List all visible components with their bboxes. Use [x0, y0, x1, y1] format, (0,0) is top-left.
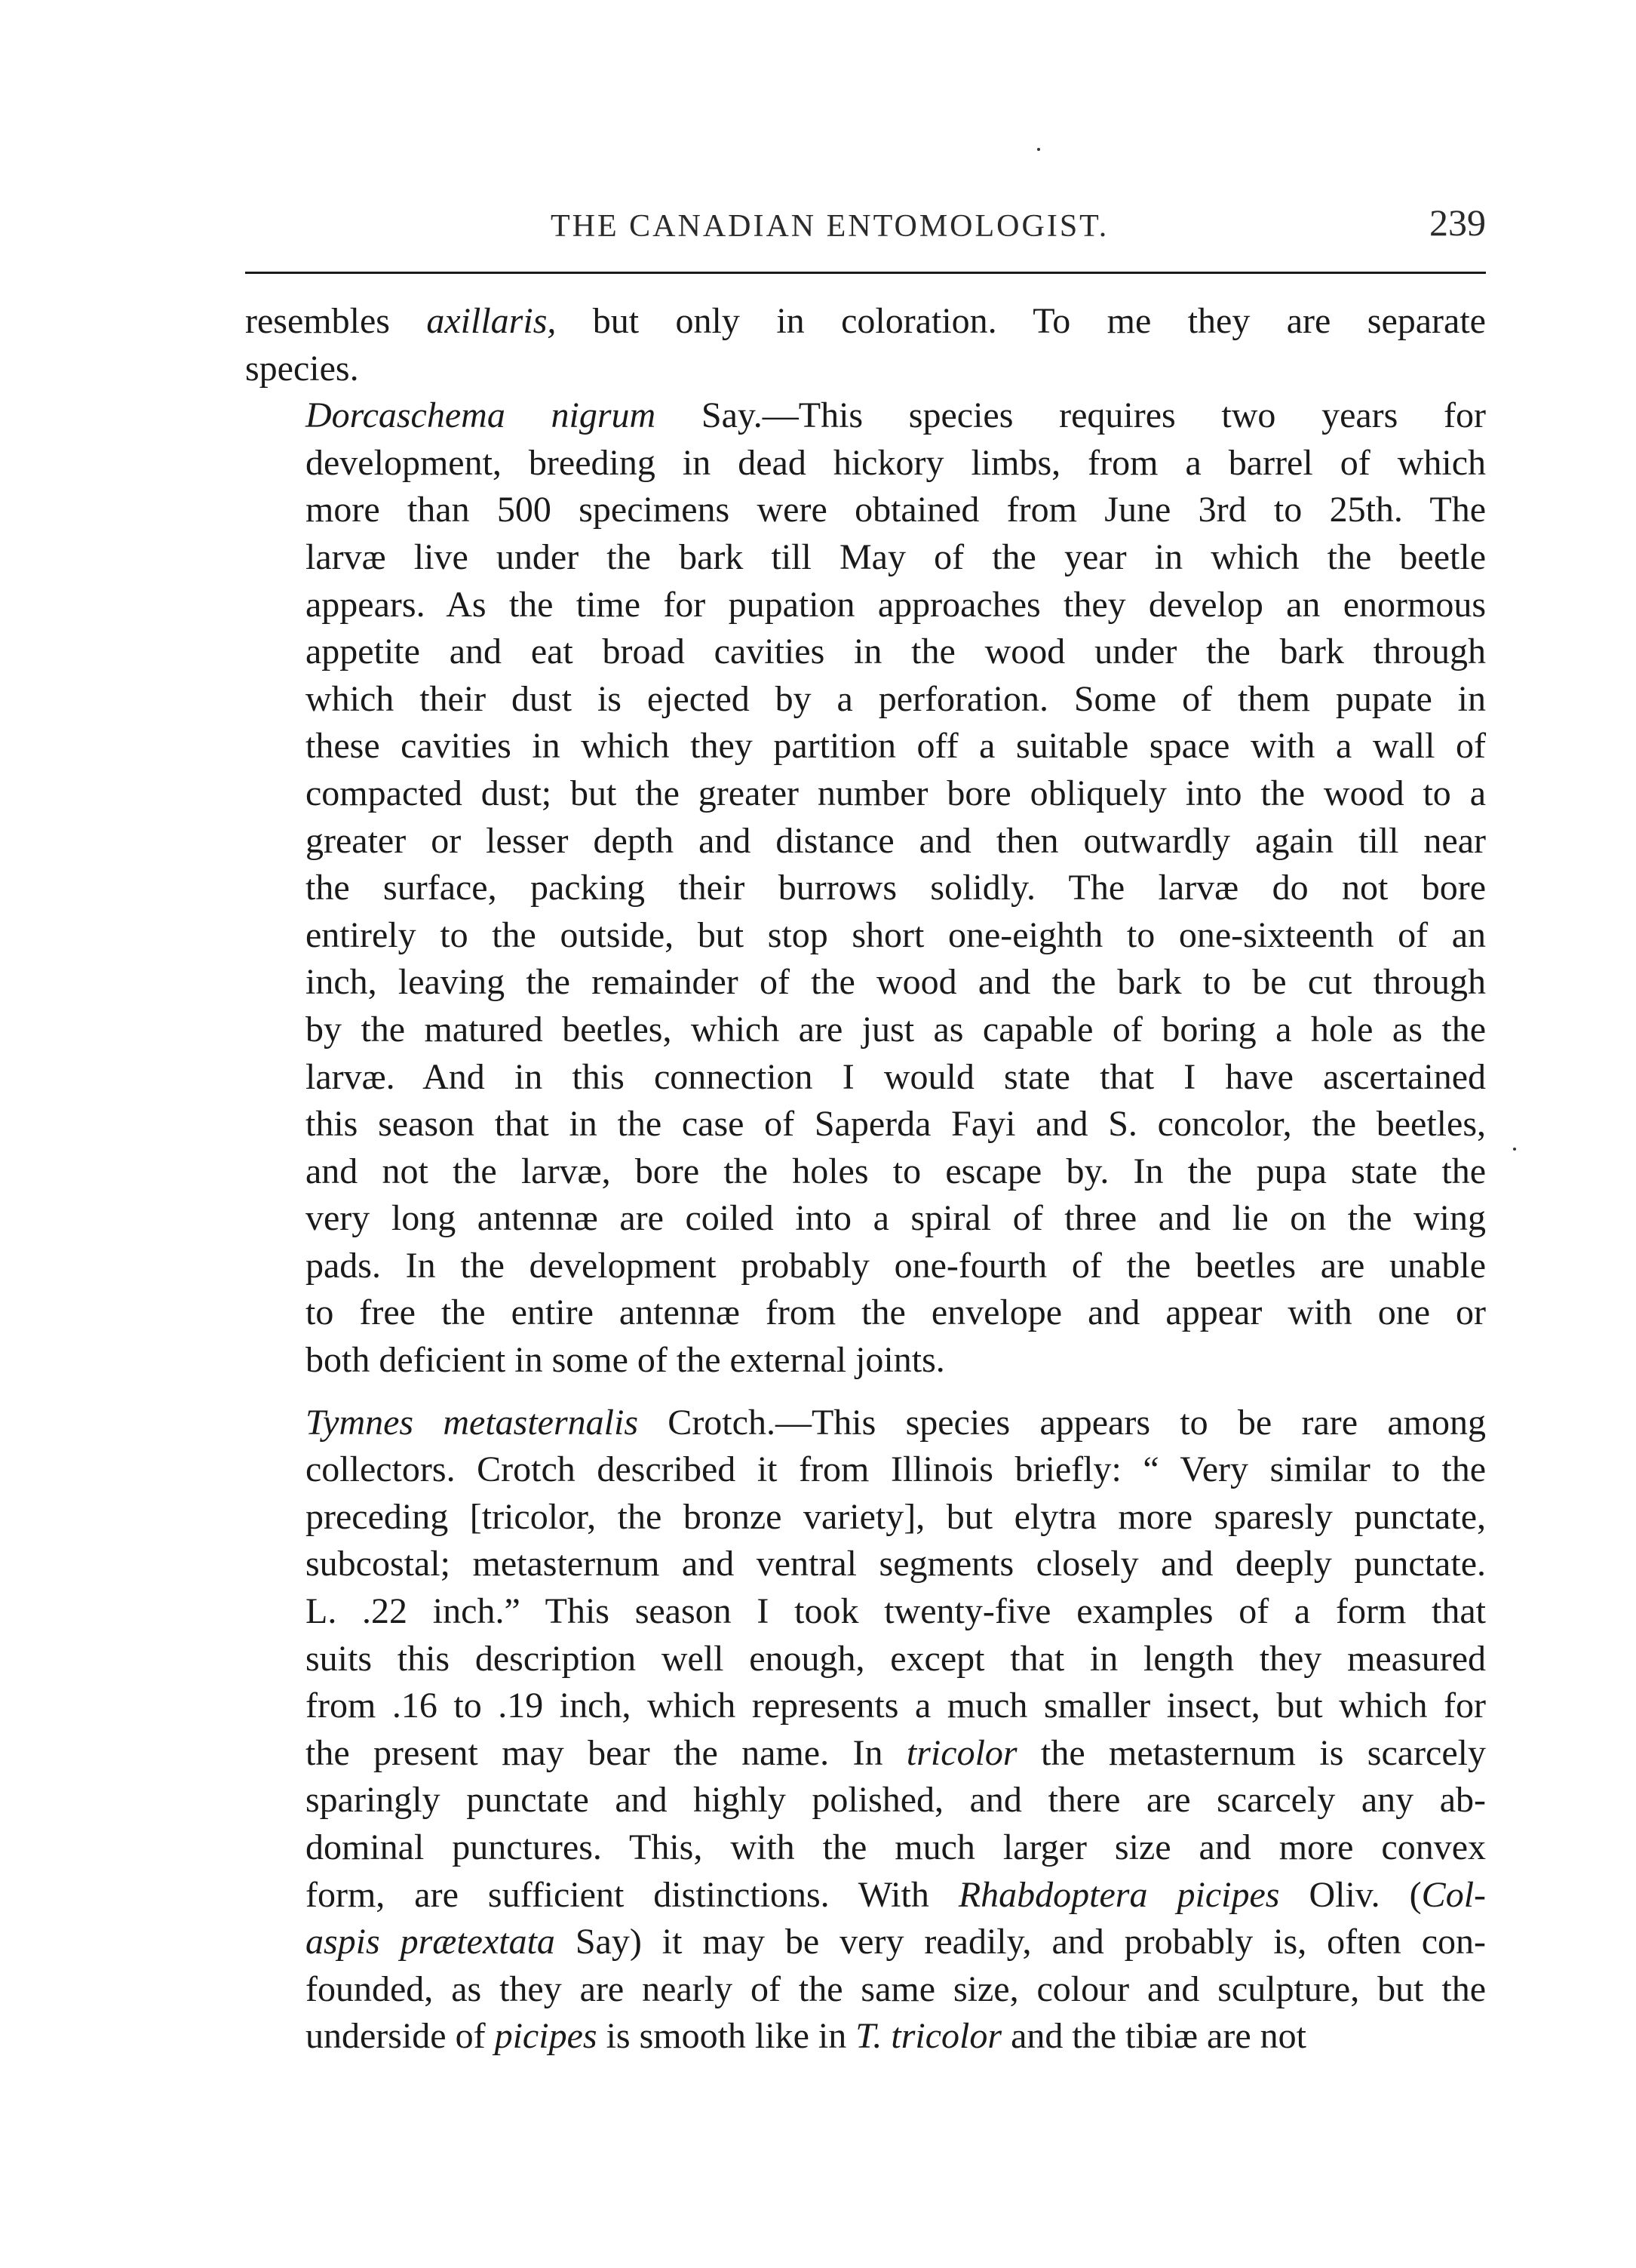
text-line	[245, 723, 1486, 770]
text-line	[245, 582, 1486, 629]
text-line	[245, 1588, 1486, 1636]
text-segment: resembles	[245, 301, 427, 341]
text-segment: Say) it may be very readily, and probably is, often con-	[554, 1922, 1486, 1962]
text-line	[245, 1101, 1486, 1148]
text-segment: but only in coloration. To me they are separate	[556, 301, 1486, 341]
text-line	[245, 1919, 1486, 1966]
text-segment: greater or lesser depth and distance and then outwardly again till near	[305, 820, 1486, 861]
text-line	[245, 1148, 1486, 1196]
running-title: THE CANADIAN ENTOMOLOGIST.	[551, 209, 1110, 244]
italic-text: tricolor	[906, 1732, 1018, 1773]
text-line	[245, 1006, 1486, 1054]
text-segment: more than 500 specimens were obtained from June 3rd to 25th. The	[305, 490, 1486, 530]
text-line	[245, 298, 1486, 346]
text-line	[245, 1824, 1486, 1872]
text-line	[245, 1400, 1486, 1447]
text-segment: compacted dust; but the greater number bore obliquely into the wood to a	[305, 773, 1486, 813]
text-segment: underside of	[305, 2016, 495, 2057]
italic-text: Rhabdoptera picipes	[958, 1874, 1280, 1915]
paragraph-continuation	[245, 298, 1486, 392]
text-line	[245, 1730, 1486, 1778]
text-segment: collectors. Crotch described it from Illinois briefly: “ Very similar to the	[305, 1449, 1486, 1490]
text-line	[245, 1289, 1486, 1337]
text-line	[245, 865, 1486, 912]
text-line	[245, 1243, 1486, 1290]
text-line	[245, 1337, 1486, 1384]
text-segment: and not the larvæ, bore the holes to escape by. In the pupa state the	[305, 1151, 1486, 1191]
paragraph-dorcaschema	[245, 392, 1486, 1384]
text-line	[245, 959, 1486, 1006]
text-line	[245, 1872, 1486, 1919]
text-line	[245, 1636, 1486, 1683]
text-segment: Say.—This species requires two years for	[655, 395, 1487, 436]
text-segment: and the tibiæ are not	[1002, 2016, 1306, 2057]
text-line	[245, 1446, 1486, 1494]
page-header	[241, 198, 1486, 258]
italic-text: Dorcaschema nigrum	[305, 395, 656, 436]
text-segment: entirely to the outside, but stop short one-eighth to one-sixteenth of an	[305, 914, 1486, 955]
text-line	[245, 1683, 1486, 1730]
text-segment: L. .22 inch.” This season I took twenty-five examples of a form that	[305, 1591, 1486, 1632]
text-line	[245, 1966, 1486, 2014]
text-segment: suits this description well enough, except that in length they measured	[305, 1638, 1486, 1679]
body-text	[245, 298, 1486, 2061]
text-line	[245, 1777, 1486, 1824]
text-segment: this season that in the case of Saperda Fayi and S. concolor, the beetles,	[305, 1104, 1486, 1145]
text-line	[245, 1054, 1486, 1102]
text-segment: preceding [tricolor, the bronze variety], but elytra more sparesly punctate,	[305, 1496, 1486, 1537]
text-line	[245, 346, 1486, 393]
text-segment: appears. As the time for pupation approaches they develop an enormous	[305, 584, 1486, 625]
text-segment: Oliv. (	[1279, 1874, 1422, 1915]
text-segment: the present may bear the name. In	[305, 1732, 907, 1773]
text-segment: development, breeding in dead hickory limbs, from a barrel of which	[305, 442, 1486, 483]
text-segment: by the matured beetles, which are just as capable of boring a hole as the	[305, 1009, 1486, 1049]
text-line	[245, 440, 1486, 487]
italic-text: Tymnes metasternalis	[305, 1402, 639, 1443]
text-segment: founded, as they are nearly of the same size, colour and sculpture, but the	[305, 1968, 1486, 2009]
text-line	[245, 487, 1486, 534]
text-segment: pads. In the development probably one-fourth of the beetles are unable	[305, 1245, 1486, 1286]
text-line	[245, 1541, 1486, 1588]
text-segment: both deficient in some of the external joints.	[305, 1340, 945, 1381]
text-segment: to free the entire antennæ from the envelope and appear with one or	[305, 1292, 1486, 1333]
text-segment: which their dust is ejected by a perforation. Some of them pupate in	[305, 678, 1486, 719]
text-segment: the surface, packing their burrows solidly. The larvæ do not bore	[305, 868, 1486, 908]
text-segment: larvæ live under the bark till May of the year in which the beetle	[305, 536, 1486, 577]
italic-text: aspis prætextata	[305, 1922, 555, 1962]
text-segment: subcostal; metasternum and ventral segments closely and deeply punctate.	[305, 1544, 1486, 1584]
paragraph-tymnes	[245, 1400, 1486, 2061]
text-segment: is smooth like in	[597, 2016, 856, 2057]
text-segment: inch, leaving the remainder of the wood and the bark to be cut through	[305, 962, 1486, 1003]
text-segment: appetite and eat broad cavities in the wood under the bark through	[305, 632, 1486, 672]
text-segment: the metasternum is scarcely	[1017, 1732, 1486, 1773]
italic-text: T. tricolor	[855, 2016, 1002, 2057]
text-line	[245, 2013, 1486, 2061]
text-line	[245, 392, 1486, 440]
text-segment: larvæ. And in this connection I would state that I have ascertained	[305, 1056, 1486, 1097]
text-segment: very long antennæ are coiled into a spiral of three and lie on the wing	[305, 1198, 1486, 1239]
text-segment: sparingly punctate and highly polished, and there are scarcely any ab-	[305, 1780, 1486, 1821]
text-line	[245, 1494, 1486, 1541]
text-segment: form, are sufficient distinctions. With	[305, 1874, 959, 1915]
text-line	[245, 628, 1486, 676]
print-speck	[1513, 1148, 1516, 1151]
print-speck	[1037, 148, 1040, 151]
text-line	[245, 1195, 1486, 1243]
text-segment: these cavities in which they partition off a suitable space with a wall of	[305, 726, 1486, 767]
text-segment: species.	[245, 348, 359, 389]
text-line	[245, 534, 1486, 582]
italic-text: Col-	[1421, 1874, 1487, 1915]
text-segment: Crotch.—This species appears to be rare among	[638, 1402, 1486, 1443]
page-number: 239	[1429, 201, 1486, 244]
text-line	[245, 676, 1486, 724]
text-line	[245, 818, 1486, 865]
header-rule	[245, 272, 1486, 274]
text-segment: dominal punctures. This, with the much larger size and more convex	[305, 1827, 1486, 1867]
text-line	[245, 912, 1486, 960]
text-segment: from .16 to .19 inch, which represents a much smaller insect, but which for	[305, 1686, 1486, 1726]
italic-text: axillaris,	[426, 301, 557, 341]
text-line	[245, 770, 1486, 818]
italic-text: picipes	[494, 2016, 597, 2057]
